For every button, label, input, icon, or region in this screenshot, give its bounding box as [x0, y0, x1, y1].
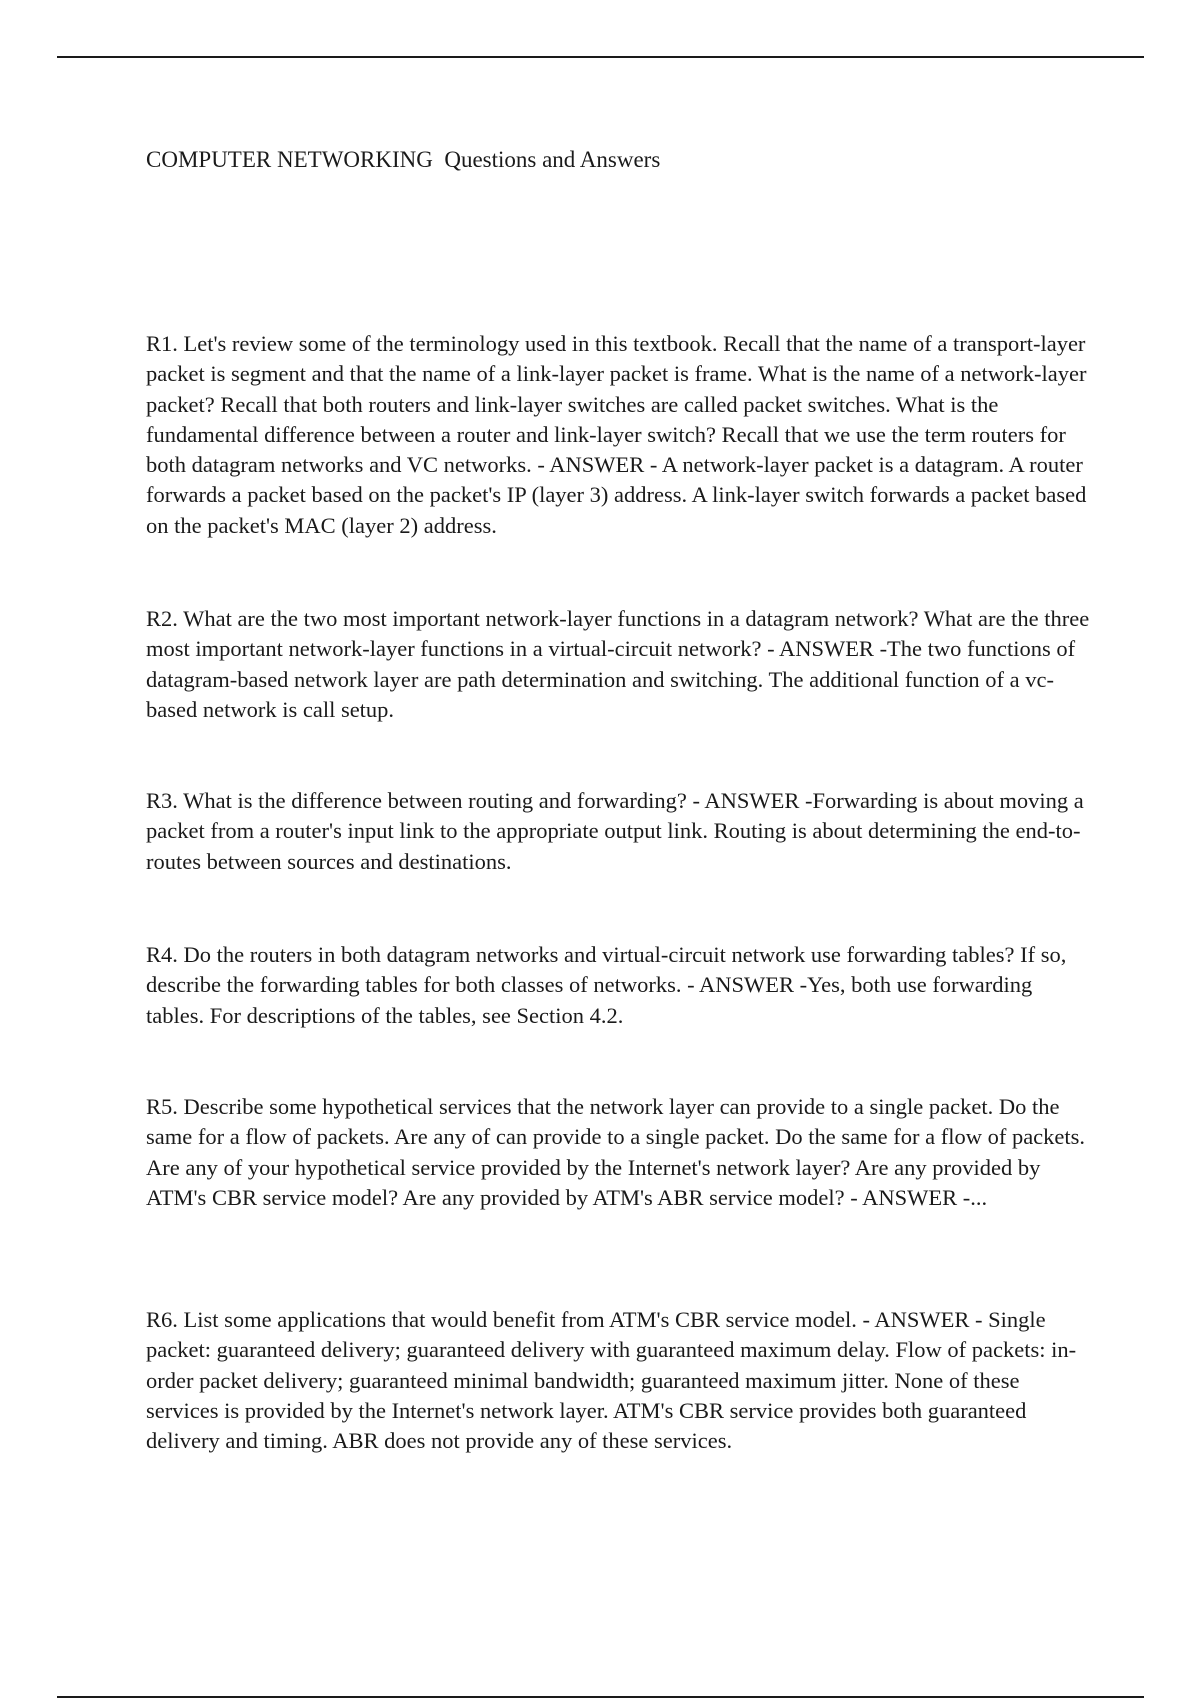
question-r5: R5. Describe some hypothetical services that the network layer can provide to a single packet. Do the same for a flow of packets. Are any of can provide to a single packet. Do the same for a flow of packets. Are any of your hypothetical service provided by the Internet's network layer? Are any provided by ATM's CBR service model? Are any provided by ATM's ABR service model? - ANSWER -...	[146, 1094, 1086, 1210]
document-title: COMPUTER NETWORKING Questions and Answers	[146, 147, 661, 172]
question-r2: R2. What are the two most important network-layer functions in a datagram network? What are the three most important network-layer functions in a virtual-circuit network? - ANSWER -The two functions of datagram-based network layer are path determination and switching. The additional function of a vc-based network is call setup.	[146, 606, 1090, 722]
question-r1: R1. Let's review some of the terminology used in this textbook. Recall that the name of a transport-layer packet is segment and that the name of a link-layer packet is frame. What is the name of a network-layer packet? Recall that both routers and link-layer switches are called packet switches. What is the fundamental difference between a router and link-layer switch? Recall that we use the term routers for both datagram networks and VC networks. - ANSWER - A network-layer packet is a datagram. A router forwards a packet based on the packet's IP (layer 3) address. A link-layer switch forwards a packet based on the packet's MAC (layer 2) address.	[146, 331, 1087, 538]
question-r6: R6. List some applications that would benefit from ATM's CBR service model. - ANSWER - Single packet: guaranteed delivery; guaranteed delivery with guaranteed maximum delay. Flow of packets: in-order packet delivery; guaranteed minimal bandwidth; guaranteed maximum jitter. None of these services is provided by the Internet's network layer. ATM's CBR service provides both guaranteed delivery and timing. ABR does not provide any of these services.	[146, 1307, 1077, 1454]
bottom-divider	[57, 1696, 1144, 1698]
question-r3: R3. What is the difference between routing and forwarding? - ANSWER -Forwarding is about moving a packet from a router's input link to the appropriate output link. Routing is about determining the end-to-routes between sources and destinations.	[146, 788, 1084, 874]
top-divider	[57, 56, 1144, 58]
question-r4: R4. Do the routers in both datagram networks and virtual-circuit network use forwarding tables? If so, describe the forwarding tables for both classes of networks. - ANSWER -Yes, both use forwarding tables. For descriptions of the tables, see Section 4.2.	[146, 942, 1067, 1028]
